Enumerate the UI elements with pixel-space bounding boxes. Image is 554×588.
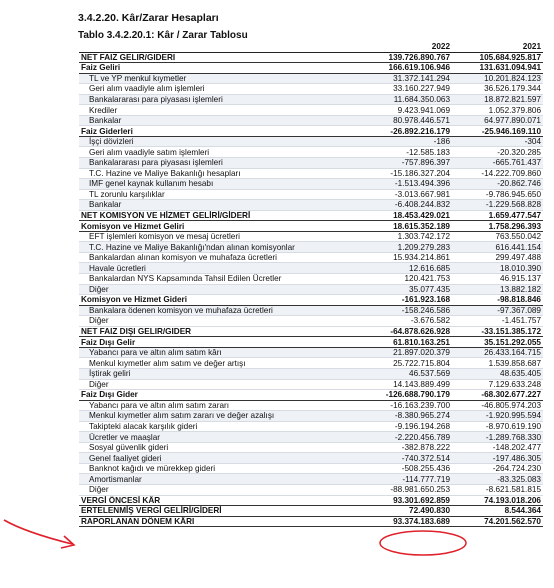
value-2022: -3.676.582	[361, 316, 452, 327]
table-row	[79, 200, 543, 211]
value-2021: 1.052.379.806	[452, 105, 543, 116]
row-label: Diğer	[79, 379, 361, 390]
table-row	[79, 295, 543, 306]
value-2022: 1.209.279.283	[361, 242, 452, 253]
value-2021: 36.526.179.344	[452, 84, 543, 95]
value-2021: -197.486.305	[452, 453, 543, 464]
row-label: Bankalararası para piyasası işlemleri	[79, 158, 361, 169]
row-label: İştirak geliri	[79, 368, 361, 379]
table-title: Tablo 3.4.2.20.1: Kâr / Zarar Tablosu	[78, 30, 248, 41]
table-row	[79, 231, 543, 242]
value-2021: -304	[452, 136, 543, 147]
value-2022: 31.372.141.294	[361, 73, 452, 84]
value-2021: 64.977.890.071	[452, 115, 543, 126]
value-2021: -68.302.677.227	[452, 390, 543, 401]
value-2022: -126.688.790.179	[361, 390, 452, 401]
row-label: Faiz Dışı Gider	[79, 390, 361, 401]
table-row	[79, 179, 543, 190]
table-row	[79, 463, 543, 474]
value-2022: 33.160.227.949	[361, 84, 452, 95]
row-label: Yabancı para ve altın alım satım zararı	[79, 400, 361, 411]
table-row	[79, 94, 543, 105]
table-row	[79, 52, 543, 63]
table-row	[79, 347, 543, 358]
table-row	[79, 411, 543, 422]
value-2022: -12.585.183	[361, 147, 452, 158]
value-2022: -757.896.397	[361, 158, 452, 169]
row-label: Diğer	[79, 284, 361, 295]
row-label: Faiz Geliri	[79, 63, 361, 74]
value-2022: -2.220.456.789	[361, 432, 452, 443]
value-2021: -148.202.477	[452, 442, 543, 453]
row-label: Takipteki alacak karşılık gideri	[79, 421, 361, 432]
value-2021: 763.550.042	[452, 231, 543, 242]
value-2021: 7.129.633.248	[452, 379, 543, 390]
value-2021: -1.920.995.594	[452, 411, 543, 422]
row-label: TL ve YP menkul kıymetler	[79, 73, 361, 84]
value-2021: -25.946.169.110	[452, 126, 543, 137]
value-2021: 10.201.824.123	[452, 73, 543, 84]
table-row	[79, 242, 543, 253]
value-2021: 18.010.390	[452, 263, 543, 274]
table-row	[79, 368, 543, 379]
table-row	[79, 316, 543, 327]
row-label: T.C. Hazine ve Maliye Bakanlığı'ndan alınan komisyonlar	[79, 242, 361, 253]
row-label: İşçi dövizleri	[79, 136, 361, 147]
table-row	[79, 105, 543, 116]
value-2021: -1.229.568.828	[452, 200, 543, 211]
value-2022: -15.186.327.204	[361, 168, 452, 179]
value-2022: 61.810.163.251	[361, 337, 452, 348]
value-2022: -16.163.239.700	[361, 400, 452, 411]
table-row	[79, 63, 543, 74]
value-2021: -1.451.757	[452, 316, 543, 327]
row-label: Havale ücretleri	[79, 263, 361, 274]
table-row	[79, 126, 543, 137]
row-label: NET FAIZ GELIR/GIDERI	[79, 52, 361, 63]
value-2022: 80.978.446.571	[361, 115, 452, 126]
table-row	[79, 252, 543, 263]
value-2022: 15.934.214.861	[361, 252, 452, 263]
header-label	[79, 42, 361, 52]
table-row	[79, 284, 543, 295]
table-row	[79, 337, 543, 348]
row-label: Bankalardan alınan komisyon ve muhafaza ücretleri	[79, 252, 361, 263]
table-row	[79, 147, 543, 158]
value-2022: 1.303.742.172	[361, 231, 452, 242]
value-2022: 72.490.830	[361, 506, 452, 517]
table-row	[79, 274, 543, 285]
table-row	[79, 84, 543, 95]
row-label: Ücretler ve maaşlar	[79, 432, 361, 443]
row-label: Bankalar	[79, 115, 361, 126]
row-label: Faiz Dışı Gelir	[79, 337, 361, 348]
value-2021: 74.193.018.206	[452, 495, 543, 506]
table-row	[79, 221, 543, 232]
table-row	[79, 358, 543, 369]
value-2022: -88.981.650.253	[361, 484, 452, 495]
value-2022: 18.615.352.189	[361, 221, 452, 232]
value-2022: 12.616.685	[361, 263, 452, 274]
table-row	[79, 326, 543, 337]
value-2021: 35.151.292.055	[452, 337, 543, 348]
value-2022: -9.196.194.268	[361, 421, 452, 432]
row-label: Menkul kıymetler alım satım ve değer artışı	[79, 358, 361, 369]
table-row	[79, 263, 543, 274]
value-2021: 1.758.296.393	[452, 221, 543, 232]
table-row	[79, 210, 543, 221]
value-2022: -64.878.626.928	[361, 326, 452, 337]
value-2021: 299.497.488	[452, 252, 543, 263]
value-2022: 93.301.692.859	[361, 495, 452, 506]
row-label: Bankalara ödenen komisyon ve muhafaza ücretleri	[79, 305, 361, 316]
table-row	[79, 73, 543, 84]
arrow-shaft	[4, 520, 72, 544]
value-2021: -1.289.768.330	[452, 432, 543, 443]
value-2022: -382.878.222	[361, 442, 452, 453]
value-2022: -26.892.216.179	[361, 126, 452, 137]
value-2021: 74.201.562.570	[452, 516, 543, 527]
table-row	[79, 115, 543, 126]
table-row	[79, 400, 543, 411]
value-2021: -20.320.285	[452, 147, 543, 158]
value-2022: -186	[361, 136, 452, 147]
value-2022: 18.453.429.021	[361, 210, 452, 221]
row-label: Krediler	[79, 105, 361, 116]
value-2021: 105.684.925.817	[452, 52, 543, 63]
table-row	[79, 484, 543, 495]
table-row	[79, 390, 543, 401]
row-label: Yabancı para ve altın alım satım kârı	[79, 347, 361, 358]
table-row	[79, 421, 543, 432]
value-2021: 131.631.094.941	[452, 63, 543, 74]
value-2021: -8.621.581.815	[452, 484, 543, 495]
table-body	[79, 52, 543, 527]
row-label: NET KOMISYON VE HİZMET GELİRİ/GİDERİ	[79, 210, 361, 221]
value-2022: 120.421.753	[361, 274, 452, 285]
row-label: Bankalardan NYS Kapsamında Tahsil Edilen Ücretler	[79, 274, 361, 285]
row-label: Diğer	[79, 316, 361, 327]
row-label: NET FAIZ DIŞI GELIR/GIDER	[79, 326, 361, 337]
table-row	[79, 168, 543, 179]
row-label: EFT işlemleri komisyon ve mesaj ücretleri	[79, 231, 361, 242]
header-2021: 2021	[452, 42, 543, 52]
row-label: IMF genel kaynak kullanım hesabı	[79, 179, 361, 190]
row-label: Sosyal güvenlik gideri	[79, 442, 361, 453]
value-2021: 8.544.364	[452, 506, 543, 517]
row-label: Geri alım vaadiyle alım işlemleri	[79, 84, 361, 95]
highlight-ellipse	[380, 531, 466, 555]
row-label: RAPORLANAN DÖNEM KÂRI	[79, 516, 361, 527]
value-2021: -264.724.230	[452, 463, 543, 474]
value-2021: -20.862.746	[452, 179, 543, 190]
value-2021: -665.761.437	[452, 158, 543, 169]
table-row	[79, 453, 543, 464]
value-2022: 46.537.569	[361, 368, 452, 379]
value-2022: 25.722.715.804	[361, 358, 452, 369]
row-label: T.C. Hazine ve Maliye Bakanlığı hesapları	[79, 168, 361, 179]
table-row	[79, 442, 543, 453]
value-2021: 13.882.182	[452, 284, 543, 295]
value-2021: -9.786.945.650	[452, 189, 543, 200]
value-2022: 11.684.350.063	[361, 94, 452, 105]
value-2022: -740.372.514	[361, 453, 452, 464]
arrow-head	[61, 536, 74, 548]
row-label: ERTELENMİŞ VERGİ GELİRİ/GİDERİ	[79, 506, 361, 517]
row-label: Genel faaliyet gideri	[79, 453, 361, 464]
value-2021: 48.635.405	[452, 368, 543, 379]
value-2022: -8.380.965.274	[361, 411, 452, 422]
table-row	[79, 474, 543, 485]
value-2022: 93.374.183.689	[361, 516, 452, 527]
row-label: Komisyon ve Hizmet Geliri	[79, 221, 361, 232]
value-2021: 46.915.137	[452, 274, 543, 285]
table-row	[79, 516, 543, 527]
value-2022: 166.619.106.946	[361, 63, 452, 74]
value-2022: -508.255.436	[361, 463, 452, 474]
table-row	[79, 379, 543, 390]
table-row	[79, 136, 543, 147]
header-row	[79, 42, 543, 52]
value-2022: 9.423.941.069	[361, 105, 452, 116]
value-2022: -1.513.494.396	[361, 179, 452, 190]
value-2021: 18.872.821.597	[452, 94, 543, 105]
table-row	[79, 432, 543, 443]
row-label: Komisyon ve Hizmet Gideri	[79, 295, 361, 306]
value-2022: -161.923.168	[361, 295, 452, 306]
value-2022: 35.077.435	[361, 284, 452, 295]
row-label: Banknot kağıdı ve mürekkep gideri	[79, 463, 361, 474]
value-2021: 1.659.477.547	[452, 210, 543, 221]
row-label: TL zorunlu karşılıklar	[79, 189, 361, 200]
value-2022: 21.897.020.379	[361, 347, 452, 358]
value-2021: -14.222.709.860	[452, 168, 543, 179]
row-label: Menkul kıymetler alım satım zararı ve değer azalışı	[79, 411, 361, 422]
value-2022: -3.013.667.981	[361, 189, 452, 200]
value-2022: -158.246.586	[361, 305, 452, 316]
row-label: Geri alım vaadiyle satım işlemleri	[79, 147, 361, 158]
value-2022: 139.726.890.767	[361, 52, 452, 63]
row-label: Bankalararası para piyasası işlemleri	[79, 94, 361, 105]
profit-loss-table	[79, 42, 543, 527]
row-label: Bankalar	[79, 200, 361, 211]
value-2021: 1.539.858.687	[452, 358, 543, 369]
value-2021: -97.367.089	[452, 305, 543, 316]
value-2021: -98.818.846	[452, 295, 543, 306]
table-row	[79, 495, 543, 506]
row-label: Faiz Giderleri	[79, 126, 361, 137]
value-2022: -6.408.244.832	[361, 200, 452, 211]
value-2021: -83.325.083	[452, 474, 543, 485]
value-2021: 616.441.154	[452, 242, 543, 253]
value-2022: 14.143.889.499	[361, 379, 452, 390]
header-2022: 2022	[361, 42, 452, 52]
section-title: 3.4.2.20. Kâr/Zarar Hesapları	[78, 12, 219, 24]
value-2021: -8.970.619.190	[452, 421, 543, 432]
value-2021: 26.433.164.715	[452, 347, 543, 358]
row-label: Diğer	[79, 484, 361, 495]
table-row	[79, 189, 543, 200]
value-2021: -46.805.974.203	[452, 400, 543, 411]
table-row	[79, 305, 543, 316]
value-2022: -114.777.719	[361, 474, 452, 485]
table-row	[79, 506, 543, 517]
table-row	[79, 158, 543, 169]
value-2021: -33.151.385.172	[452, 326, 543, 337]
row-label: VERGİ ÖNCESİ KÂR	[79, 495, 361, 506]
row-label: Amortismanlar	[79, 474, 361, 485]
